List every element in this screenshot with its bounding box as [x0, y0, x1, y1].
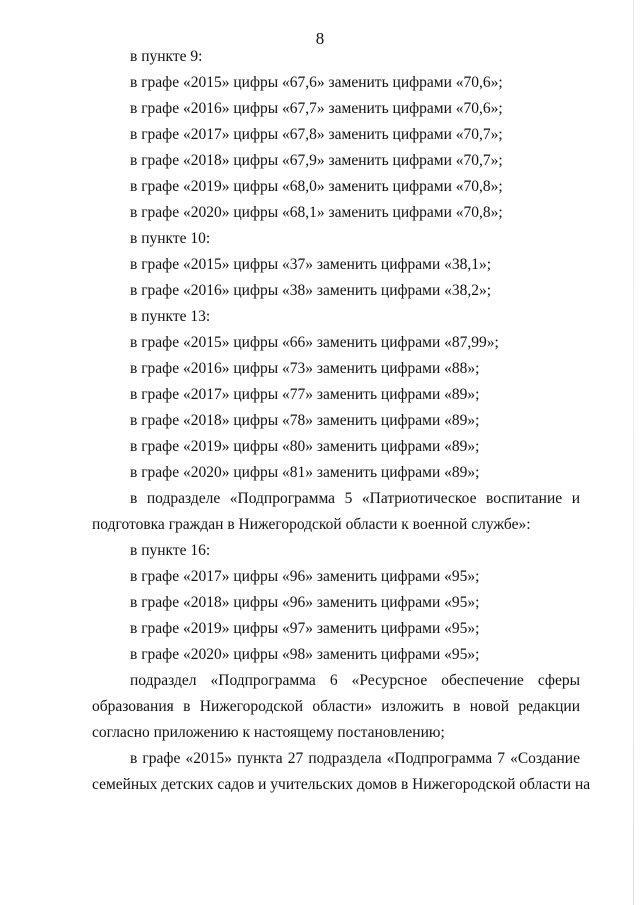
text-line: в графе «2020» цифры «81» заменить цифрами «89»; [130, 464, 480, 481]
text-line: в графе «2017» цифры «77» заменить цифрами «89»; [130, 386, 480, 403]
text-line-punkt-13: в пункте 13: [130, 308, 211, 325]
text-line: в графе «2019» цифры «80» заменить цифрами «89»; [130, 438, 480, 455]
paragraph-row: семейных детских садов и учительских домов в Нижегородской области на [92, 776, 591, 793]
page-number: 8 [315, 29, 325, 48]
paragraph-row: согласно приложению к настоящему постановлению; [92, 724, 445, 741]
paragraph-row: подраздел «Подпрограмма 6 «Ресурсное обеспечение сферы [130, 672, 580, 689]
paragraph-row: в подразделе «Подпрограмма 5 «Патриотическое воспитание и [130, 490, 580, 507]
text-line: в графе «2018» цифры «67,9» заменить цифрами «70,7»; [130, 152, 503, 169]
text-line: в графе «2017» цифры «96» заменить цифрами «95»; [130, 568, 480, 585]
text-line: в графе «2020» цифры «98» заменить цифрами «95»; [130, 646, 480, 663]
text-line: в графе «2015» цифры «37» заменить цифрами «38,1»; [130, 256, 492, 273]
text-line: в графе «2019» цифры «97» заменить цифрами «95»; [130, 620, 480, 637]
text-line: в графе «2016» цифры «73» заменить цифрами «88»; [130, 360, 480, 377]
paragraph-row: подготовка граждан в Нижегородской области к военной службе»: [92, 516, 531, 533]
text-line: в графе «2020» цифры «68,1» заменить цифрами «70,8»; [130, 204, 503, 221]
text-line: в графе «2015» цифры «67,6» заменить цифрами «70,6»; [130, 74, 503, 91]
text-line-punkt-16: в пункте 16: [130, 542, 211, 559]
paragraph-subsection-6 [92, 668, 580, 746]
paragraph-row: образования в Нижегородской области» изложить в новой редакции [92, 698, 580, 715]
text-line: в графе «2018» цифры «96» заменить цифрами «95»; [130, 594, 480, 611]
text-line: в графе «2015» цифры «66» заменить цифрами «87,99»; [130, 334, 499, 351]
text-line-punkt-10: в пункте 10: [130, 230, 211, 247]
paragraph-row: в графе «2015» пункта 27 подраздела «Подпрограмма 7 «Создание [130, 750, 580, 767]
text-line: в графе «2017» цифры «67,8» заменить цифрами «70,7»; [130, 126, 503, 143]
document-body [92, 44, 591, 798]
paragraph-subsection-7 [92, 746, 591, 798]
text-line: в графе «2018» цифры «78» заменить цифрами «89»; [130, 412, 480, 429]
text-line: в графе «2019» цифры «68,0» заменить цифрами «70,8»; [130, 178, 503, 195]
paragraph-subsection-5 [92, 486, 580, 538]
scan-edge [633, 0, 634, 905]
text-line: в графе «2016» цифры «67,7» заменить цифрами «70,6»; [130, 100, 503, 117]
text-line-punkt-9: в пункте 9: [130, 48, 203, 65]
text-line: в графе «2016» цифры «38» заменить цифрами «38,2»; [130, 282, 492, 299]
